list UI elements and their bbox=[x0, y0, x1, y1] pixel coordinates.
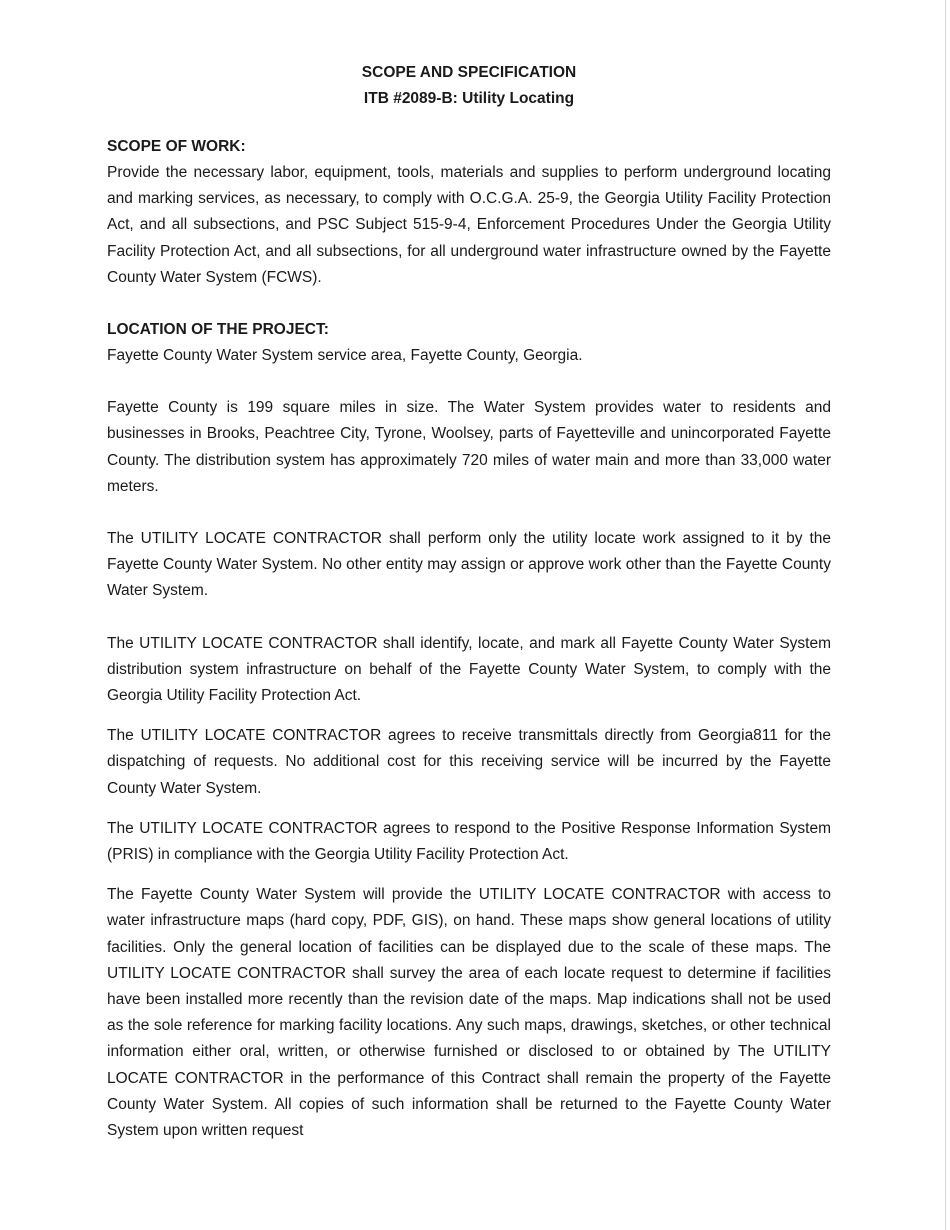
paragraph-maps: The Fayette County Water System will provide the UTILITY LOCATE CONTRACTOR with access to water infrastructure maps (hard copy, PDF, GIS), on hand. These maps show general locations of utility facilities. Only the general location of facilities can be displayed due to the scale of these maps. The UTILITY LOCATE CONTRACTOR shall survey the area of each locate request to determine if facilities have been installed more recently than the revision date of the maps. Map indications shall not be used as the sole reference for marking facility locations. Any such maps, drawings, sketches, or other technical information either oral, written, or otherwise furnished or disclosed to or obtained by The UTILITY LOCATE CONTRACTOR in the performance of this Contract shall remain the property of the Fayette County Water System. All copies of such information shall be returned to the Fayette County Water System upon written request bbox=[107, 886, 831, 1140]
paragraph-transmittals: The UTILITY LOCATE CONTRACTOR agrees to receive transmittals directly from Georgia811 for the dispatching of requests. No additional cost for this receiving service will be incurred by the Fayette County Water System. bbox=[107, 727, 831, 797]
document-subtitle: ITB #2089-B: Utility Locating bbox=[363, 90, 575, 107]
page-edge bbox=[945, 0, 946, 1230]
paragraph-county-size: Fayette County is 199 square miles in size. The Water System provides water to residents and businesses in Brooks, Peachtree City, Tyrone, Woolsey, parts of Fayetteville and unincorporated Fayette County. The distribution system has approximately 720 miles of water main and more than 33,000 water meters. bbox=[107, 399, 831, 495]
document-title: SCOPE AND SPECIFICATION bbox=[361, 64, 577, 81]
title-block bbox=[107, 60, 831, 112]
location-heading: LOCATION OF THE PROJECT: bbox=[107, 321, 329, 339]
section-location bbox=[107, 317, 831, 369]
paragraph-identify-locate: The UTILITY LOCATE CONTRACTOR shall identify, locate, and mark all Fayette County Water System distribution system infrastructure on behalf of the Fayette County Water System, to comply with the Georgia Utility Facility Protection Act. bbox=[107, 634, 831, 705]
section-scope-of-work bbox=[107, 134, 831, 291]
paragraph-pris: The UTILITY LOCATE CONTRACTOR agrees to respond to the Positive Response Information System (PRIS) in compliance with the Georgia Utility Facility Protection Act. bbox=[107, 819, 831, 864]
document-body bbox=[107, 60, 831, 1144]
location-paragraph: Fayette County Water System service area, Fayette County, Georgia. bbox=[107, 347, 583, 365]
scope-paragraph: Provide the necessary labor, equipment, tools, materials and supplies to perform underground locating and marking services, as necessary, to comply with O.C.G.A. 25-9, the Georgia Utility Facility Protection Act, and all subsections, and PSC Subject 515-9-4, Enforcement Procedures Under the Georgia Utility Facility Protection Act, and all subsections, for all underground water infrastructure owned by the Fayette County Water System (FCWS). bbox=[107, 164, 831, 286]
paragraph-work-assignment: The UTILITY LOCATE CONTRACTOR shall perform only the utility locate work assigned to it by the Fayette County Water System. No other entity may assign or approve work other than the Fayette County Water System. bbox=[107, 530, 831, 600]
scope-heading: SCOPE OF WORK: bbox=[107, 138, 246, 155]
